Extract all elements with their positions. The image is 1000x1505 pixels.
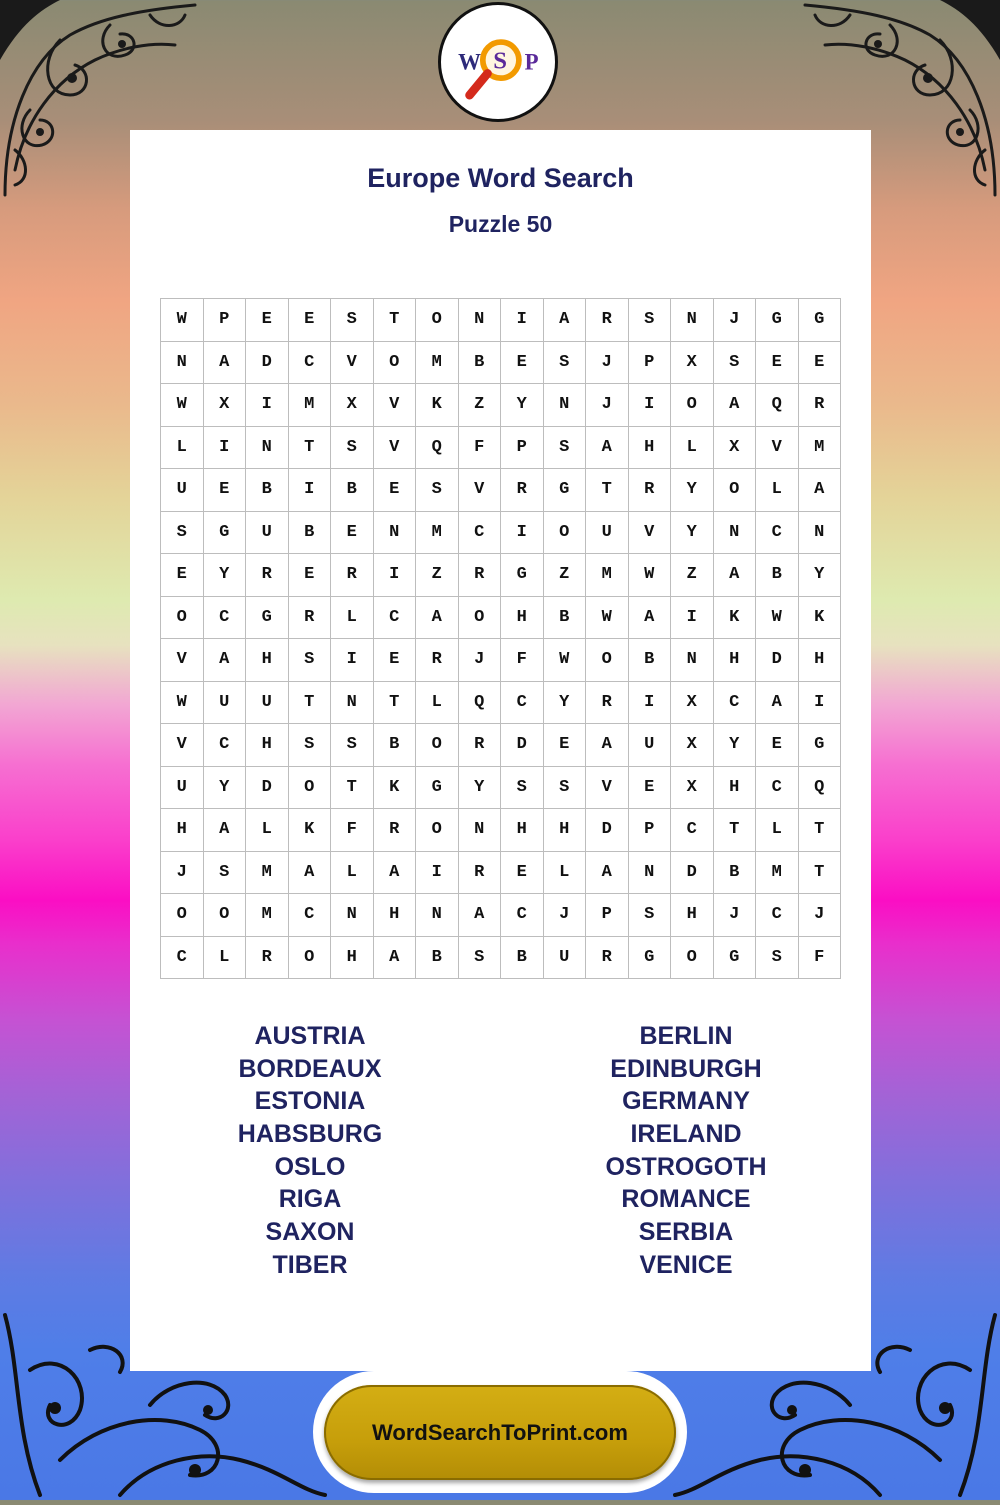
grid-cell[interactable]: C	[671, 809, 714, 852]
grid-cell[interactable]: R	[289, 597, 332, 640]
grid-cell[interactable]: N	[374, 512, 417, 555]
grid-cell[interactable]: R	[501, 469, 544, 512]
grid-cell[interactable]: N	[416, 894, 459, 937]
grid-cell[interactable]: I	[204, 427, 247, 470]
grid-cell[interactable]: I	[416, 852, 459, 895]
grid-cell[interactable]: F	[501, 639, 544, 682]
grid-cell[interactable]: R	[416, 639, 459, 682]
grid-cell[interactable]: B	[629, 639, 672, 682]
grid-cell[interactable]: A	[289, 852, 332, 895]
grid-cell[interactable]: Y	[459, 767, 502, 810]
grid-cell[interactable]: A	[714, 554, 757, 597]
grid-cell[interactable]: R	[629, 469, 672, 512]
grid-cell[interactable]: S	[289, 639, 332, 682]
grid-cell[interactable]: X	[671, 767, 714, 810]
grid-cell[interactable]: H	[246, 639, 289, 682]
grid-cell[interactable]: U	[246, 682, 289, 725]
grid-cell[interactable]: J	[799, 894, 842, 937]
grid-cell[interactable]: G	[416, 767, 459, 810]
grid-cell[interactable]: S	[459, 937, 502, 980]
letter-grid[interactable]	[160, 298, 841, 979]
grid-cell[interactable]: B	[374, 724, 417, 767]
grid-cell[interactable]: N	[459, 299, 502, 342]
word-item: GERMANY	[622, 1087, 750, 1116]
grid-cell[interactable]: N	[161, 342, 204, 385]
grid-cell[interactable]: H	[501, 597, 544, 640]
grid-cell[interactable]: O	[586, 639, 629, 682]
grid-cell[interactable]: C	[501, 894, 544, 937]
grid-cell[interactable]: V	[161, 639, 204, 682]
grid-cell[interactable]: J	[714, 894, 757, 937]
grid-cell[interactable]: M	[416, 342, 459, 385]
grid-cell[interactable]: V	[586, 767, 629, 810]
grid-cell[interactable]: S	[331, 724, 374, 767]
grid-cell[interactable]: T	[289, 682, 332, 725]
word-item: HABSBURG	[237, 1120, 383, 1149]
grid-cell[interactable]: Y	[799, 554, 842, 597]
grid-cell[interactable]: I	[331, 639, 374, 682]
grid-cell[interactable]: Y	[204, 767, 247, 810]
grid-cell[interactable]: E	[756, 342, 799, 385]
grid-cell[interactable]: V	[374, 427, 417, 470]
grid-cell[interactable]: E	[799, 342, 842, 385]
grid-cell[interactable]: D	[756, 639, 799, 682]
grid-cell[interactable]: Q	[416, 427, 459, 470]
grid-cell[interactable]: K	[799, 597, 842, 640]
word-item: RIGA	[278, 1185, 342, 1214]
grid-cell[interactable]: H	[714, 639, 757, 682]
grid-cell[interactable]: A	[204, 639, 247, 682]
grid-cell[interactable]: Z	[459, 384, 502, 427]
puzzle-number: Puzzle 50	[448, 211, 553, 237]
grid-cell[interactable]: Y	[714, 724, 757, 767]
grid-cell[interactable]: N	[331, 682, 374, 725]
grid-cell[interactable]: I	[501, 299, 544, 342]
grid-cell[interactable]: H	[246, 724, 289, 767]
grid-cell[interactable]: D	[586, 809, 629, 852]
grid-cell[interactable]: K	[416, 384, 459, 427]
grid-cell[interactable]: G	[629, 937, 672, 980]
grid-cell[interactable]: L	[756, 469, 799, 512]
grid-cell[interactable]: L	[331, 852, 374, 895]
grid-cell[interactable]: I	[671, 597, 714, 640]
grid-cell[interactable]: W	[161, 384, 204, 427]
grid-cell[interactable]: O	[544, 512, 587, 555]
word-item: IRELAND	[630, 1120, 742, 1149]
grid-cell[interactable]: A	[714, 384, 757, 427]
grid-cell[interactable]: H	[161, 809, 204, 852]
grid-cell[interactable]: E	[204, 469, 247, 512]
grid-cell[interactable]: X	[204, 384, 247, 427]
grid-cell[interactable]: T	[374, 299, 417, 342]
grid-cell[interactable]: H	[714, 767, 757, 810]
grid-cell[interactable]: U	[161, 469, 204, 512]
grid-cell[interactable]: A	[204, 342, 247, 385]
logo-letter-p: P	[524, 49, 539, 75]
grid-cell[interactable]: S	[331, 427, 374, 470]
grid-cell[interactable]: I	[289, 469, 332, 512]
grid-cell[interactable]: O	[714, 469, 757, 512]
grid-cell[interactable]: E	[756, 724, 799, 767]
grid-cell[interactable]: R	[459, 724, 502, 767]
grid-cell[interactable]: G	[544, 469, 587, 512]
grid-cell[interactable]: C	[756, 767, 799, 810]
grid-cell[interactable]: S	[289, 724, 332, 767]
grid-cell[interactable]: H	[544, 809, 587, 852]
grid-cell[interactable]: V	[756, 427, 799, 470]
grid-cell[interactable]: N	[246, 427, 289, 470]
grid-cell[interactable]: M	[246, 852, 289, 895]
word-list-right	[506, 1020, 866, 1282]
grid-cell[interactable]: A	[586, 852, 629, 895]
grid-cell[interactable]: O	[161, 597, 204, 640]
grid-cell[interactable]: T	[799, 852, 842, 895]
word-item: SAXON	[265, 1218, 355, 1247]
grid-cell[interactable]: A	[629, 597, 672, 640]
grid-cell[interactable]: D	[246, 342, 289, 385]
logo-letter-s: S	[493, 47, 507, 75]
grid-cell[interactable]: C	[501, 682, 544, 725]
grid-cell[interactable]: O	[671, 937, 714, 980]
grid-cell[interactable]: E	[501, 342, 544, 385]
grid-cell[interactable]: E	[246, 299, 289, 342]
word-item: BORDEAUX	[238, 1054, 382, 1083]
grid-cell[interactable]: B	[544, 597, 587, 640]
grid-cell[interactable]: C	[204, 724, 247, 767]
grid-cell[interactable]: P	[501, 427, 544, 470]
grid-cell[interactable]: C	[756, 512, 799, 555]
grid-cell[interactable]: G	[246, 597, 289, 640]
grid-cell[interactable]: E	[374, 469, 417, 512]
grid-cell[interactable]: J	[586, 342, 629, 385]
grid-cell[interactable]: S	[629, 299, 672, 342]
grid-cell[interactable]: E	[544, 724, 587, 767]
grid-cell[interactable]: G	[501, 554, 544, 597]
grid-cell[interactable]: C	[459, 512, 502, 555]
grid-cell[interactable]: H	[374, 894, 417, 937]
grid-cell[interactable]: U	[629, 724, 672, 767]
grid-cell[interactable]: W	[586, 597, 629, 640]
word-item: SERBIA	[638, 1218, 734, 1247]
grid-cell[interactable]: B	[459, 342, 502, 385]
puzzle-card	[130, 130, 871, 1371]
grid-cell[interactable]: E	[501, 852, 544, 895]
word-list-left	[130, 1020, 490, 1282]
grid-cell[interactable]: O	[289, 767, 332, 810]
grid-cell[interactable]: O	[204, 894, 247, 937]
grid-cell[interactable]: J	[161, 852, 204, 895]
grid-cell[interactable]: E	[289, 554, 332, 597]
grid-cell[interactable]: X	[714, 427, 757, 470]
grid-cell[interactable]: P	[204, 299, 247, 342]
grid-cell[interactable]: A	[799, 469, 842, 512]
grid-cell[interactable]: V	[161, 724, 204, 767]
grid-cell[interactable]: C	[374, 597, 417, 640]
grid-cell[interactable]: U	[586, 512, 629, 555]
website-button[interactable]: WordSearchToPrint.com	[324, 1385, 676, 1480]
grid-cell[interactable]: L	[204, 937, 247, 980]
grid-cell[interactable]: S	[544, 342, 587, 385]
grid-cell[interactable]: C	[204, 597, 247, 640]
grid-cell[interactable]: T	[586, 469, 629, 512]
grid-cell[interactable]: N	[629, 852, 672, 895]
grid-cell[interactable]: X	[671, 342, 714, 385]
grid-cell[interactable]: O	[416, 724, 459, 767]
grid-cell[interactable]: N	[459, 809, 502, 852]
grid-cell[interactable]: J	[714, 299, 757, 342]
grid-cell[interactable]: O	[289, 937, 332, 980]
grid-cell[interactable]: I	[501, 512, 544, 555]
grid-cell[interactable]: C	[714, 682, 757, 725]
grid-cell[interactable]: S	[416, 469, 459, 512]
grid-cell[interactable]: G	[714, 937, 757, 980]
grid-cell[interactable]: A	[374, 937, 417, 980]
grid-cell[interactable]: R	[246, 937, 289, 980]
word-item: AUSTRIA	[254, 1022, 366, 1050]
grid-cell[interactable]: Q	[756, 384, 799, 427]
grid-cell[interactable]: S	[756, 937, 799, 980]
grid-cell[interactable]: E	[331, 512, 374, 555]
grid-cell[interactable]: E	[289, 299, 332, 342]
grid-cell[interactable]: G	[799, 299, 842, 342]
grid-cell[interactable]: W	[161, 682, 204, 725]
grid-cell[interactable]: C	[289, 894, 332, 937]
grid-cell[interactable]: R	[246, 554, 289, 597]
grid-cell[interactable]: Q	[799, 767, 842, 810]
word-item: OSTROGOTH	[605, 1152, 767, 1181]
grid-cell[interactable]: U	[544, 937, 587, 980]
grid-cell[interactable]: S	[544, 767, 587, 810]
grid-cell[interactable]: C	[289, 342, 332, 385]
grid-cell[interactable]: B	[756, 554, 799, 597]
grid-cell[interactable]: Z	[544, 554, 587, 597]
grid-cell[interactable]: O	[459, 597, 502, 640]
grid-cell[interactable]: U	[204, 682, 247, 725]
grid-cell[interactable]: N	[714, 512, 757, 555]
grid-cell[interactable]: T	[799, 809, 842, 852]
grid-cell[interactable]: B	[501, 937, 544, 980]
grid-cell[interactable]: I	[246, 384, 289, 427]
grid-cell[interactable]: H	[331, 937, 374, 980]
wsp-logo	[438, 2, 558, 122]
grid-cell[interactable]: I	[629, 682, 672, 725]
grid-cell[interactable]: M	[246, 894, 289, 937]
grid-cell[interactable]: U	[246, 512, 289, 555]
grid-cell[interactable]: R	[799, 384, 842, 427]
grid-cell[interactable]: O	[671, 384, 714, 427]
grid-cell[interactable]: U	[161, 767, 204, 810]
grid-cell[interactable]: Z	[416, 554, 459, 597]
grid-cell[interactable]: R	[586, 682, 629, 725]
grid-cell[interactable]: L	[331, 597, 374, 640]
grid-cell[interactable]: X	[671, 682, 714, 725]
grid-cell[interactable]: A	[586, 724, 629, 767]
grid-cell[interactable]: V	[331, 342, 374, 385]
word-item: OSLO	[274, 1152, 346, 1181]
page-title: Europe Word Search	[367, 163, 634, 193]
grid-cell[interactable]: S	[544, 427, 587, 470]
grid-cell[interactable]: B	[714, 852, 757, 895]
grid-cell[interactable]: Y	[671, 512, 714, 555]
grid-cell[interactable]: A	[756, 682, 799, 725]
grid-cell[interactable]: Y	[501, 384, 544, 427]
grid-cell[interactable]: S	[161, 512, 204, 555]
grid-cell[interactable]: E	[161, 554, 204, 597]
grid-cell[interactable]: F	[459, 427, 502, 470]
grid-cell[interactable]: V	[459, 469, 502, 512]
grid-cell[interactable]: S	[501, 767, 544, 810]
grid-cell[interactable]: E	[374, 639, 417, 682]
grid-cell[interactable]: L	[246, 809, 289, 852]
grid-cell[interactable]: O	[416, 299, 459, 342]
grid-cell[interactable]: B	[246, 469, 289, 512]
grid-cell[interactable]: G	[756, 299, 799, 342]
logo-letter-w: W	[458, 49, 481, 75]
grid-cell[interactable]: G	[204, 512, 247, 555]
grid-cell[interactable]: M	[756, 852, 799, 895]
grid-cell[interactable]: V	[374, 384, 417, 427]
grid-cell[interactable]: R	[586, 299, 629, 342]
grid-cell[interactable]: A	[374, 852, 417, 895]
grid-cell[interactable]: T	[374, 682, 417, 725]
grid-cell[interactable]: L	[671, 427, 714, 470]
grid-cell[interactable]: D	[246, 767, 289, 810]
grid-cell[interactable]: A	[416, 597, 459, 640]
grid-cell[interactable]: J	[459, 639, 502, 682]
grid-cell[interactable]: I	[374, 554, 417, 597]
grid-cell[interactable]: L	[416, 682, 459, 725]
grid-cell[interactable]: C	[161, 937, 204, 980]
grid-cell[interactable]: A	[204, 809, 247, 852]
grid-cell[interactable]: I	[799, 682, 842, 725]
grid-cell[interactable]: F	[799, 937, 842, 980]
grid-cell[interactable]: V	[629, 512, 672, 555]
word-item: EDINBURGH	[610, 1054, 762, 1083]
grid-cell[interactable]: N	[544, 384, 587, 427]
grid-cell[interactable]: T	[331, 767, 374, 810]
grid-cell[interactable]: H	[501, 809, 544, 852]
grid-cell[interactable]: H	[799, 639, 842, 682]
grid-cell[interactable]: T	[289, 427, 332, 470]
grid-cell[interactable]: X	[671, 724, 714, 767]
grid-cell[interactable]: O	[374, 342, 417, 385]
grid-cell[interactable]: D	[671, 852, 714, 895]
grid-cell[interactable]: W	[544, 639, 587, 682]
word-item: BERLIN	[639, 1022, 733, 1050]
grid-cell[interactable]: S	[204, 852, 247, 895]
grid-cell[interactable]: W	[756, 597, 799, 640]
grid-cell[interactable]: M	[416, 512, 459, 555]
grid-cell[interactable]: Y	[204, 554, 247, 597]
grid-cell[interactable]: L	[756, 809, 799, 852]
grid-cell[interactable]: T	[714, 809, 757, 852]
grid-cell[interactable]: H	[671, 894, 714, 937]
grid-cell[interactable]: J	[586, 384, 629, 427]
grid-cell[interactable]: R	[586, 937, 629, 980]
grid-cell[interactable]: R	[459, 852, 502, 895]
word-item: VENICE	[639, 1250, 733, 1279]
grid-cell[interactable]: W	[629, 554, 672, 597]
grid-cell[interactable]: L	[161, 427, 204, 470]
grid-cell[interactable]: J	[544, 894, 587, 937]
word-item: TIBER	[272, 1250, 348, 1279]
grid-cell[interactable]: E	[629, 767, 672, 810]
grid-cell[interactable]: W	[161, 299, 204, 342]
grid-cell[interactable]: B	[331, 469, 374, 512]
grid-cell[interactable]: M	[289, 384, 332, 427]
grid-cell[interactable]: B	[289, 512, 332, 555]
grid-cell[interactable]: O	[416, 809, 459, 852]
grid-cell[interactable]: G	[799, 724, 842, 767]
grid-cell[interactable]: R	[374, 809, 417, 852]
grid-cell[interactable]: N	[671, 299, 714, 342]
grid-cell[interactable]: N	[331, 894, 374, 937]
grid-cell[interactable]: P	[629, 809, 672, 852]
word-item: ROMANCE	[621, 1185, 751, 1214]
grid-cell[interactable]: N	[799, 512, 842, 555]
grid-cell[interactable]: F	[331, 809, 374, 852]
grid-cell[interactable]: A	[459, 894, 502, 937]
grid-cell[interactable]: O	[161, 894, 204, 937]
grid-cell[interactable]: M	[799, 427, 842, 470]
grid-cell[interactable]: R	[459, 554, 502, 597]
grid-cell[interactable]: N	[671, 639, 714, 682]
grid-cell[interactable]: B	[416, 937, 459, 980]
grid-cell[interactable]: Y	[544, 682, 587, 725]
grid-cell[interactable]: C	[756, 894, 799, 937]
grid-cell[interactable]: K	[289, 809, 332, 852]
grid-cell[interactable]: S	[714, 342, 757, 385]
grid-cell[interactable]: K	[714, 597, 757, 640]
grid-cell[interactable]: I	[629, 384, 672, 427]
grid-cell[interactable]: A	[586, 427, 629, 470]
grid-cell[interactable]: P	[586, 894, 629, 937]
grid-cell[interactable]: Q	[459, 682, 502, 725]
grid-cell[interactable]: S	[629, 894, 672, 937]
grid-cell[interactable]: L	[544, 852, 587, 895]
grid-cell[interactable]: K	[374, 767, 417, 810]
grid-cell[interactable]: M	[586, 554, 629, 597]
grid-cell[interactable]: S	[331, 299, 374, 342]
grid-cell[interactable]: Y	[671, 469, 714, 512]
grid-cell[interactable]: X	[331, 384, 374, 427]
grid-cell[interactable]: H	[629, 427, 672, 470]
grid-cell[interactable]: R	[331, 554, 374, 597]
grid-cell[interactable]: A	[544, 299, 587, 342]
grid-cell[interactable]: P	[629, 342, 672, 385]
grid-cell[interactable]: Z	[671, 554, 714, 597]
grid-cell[interactable]: D	[501, 724, 544, 767]
word-item: ESTONIA	[254, 1087, 366, 1116]
